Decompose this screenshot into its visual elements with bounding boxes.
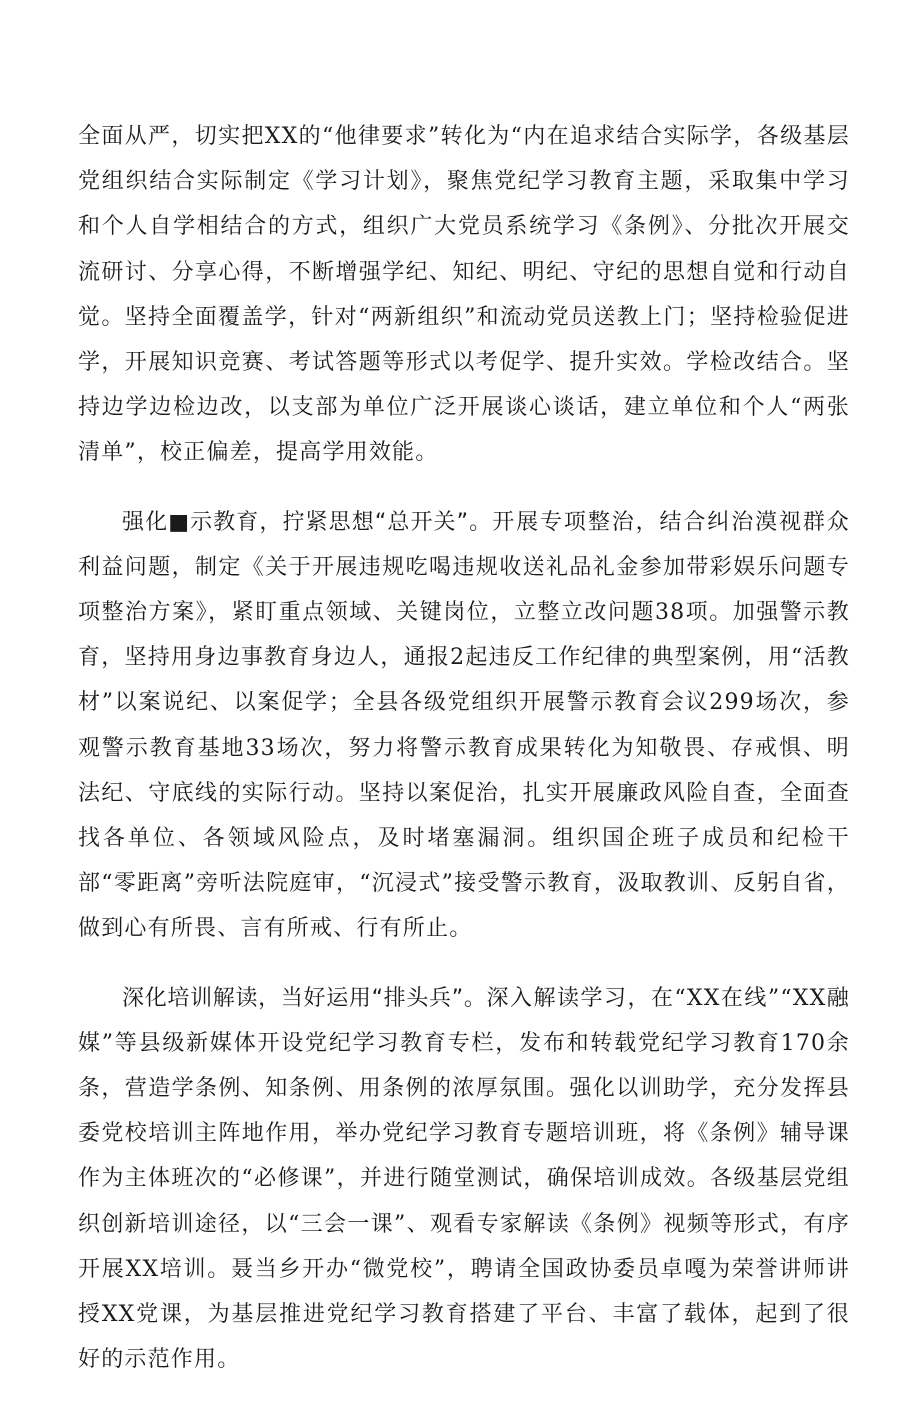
section-heading-training-interpretation: 深化培训解读，当好运用“排头兵”。 [122,985,487,1011]
paragraph-study-implementation [78,114,850,476]
section-heading-warning-education: 强化■示教育，拧紧思想“总开关”。 [122,509,493,535]
document-page [78,114,850,1406]
paragraph-body: 全面从严，切实把XX的“他律要求”转化为“内在追求结合实际学，各级基层党组织结合实际制定《学习计划》，聚焦党纪学习教育主题，采取集中学习和个人自学相结合的方式，组织广大党员系统学习《条例》、分批次开展交流研讨、分享心得，不断增强学纪、知纪、明纪、守纪的思想自觉和行动自觉。坚持全面覆盖学，针对“两新组织”和流动党员送教上门；坚持检验促进学，开展知识竞赛、考试答题等形式以考促学、提升实效。学检改结合。坚持边学边检边改，以支部为单位广泛开展谈心谈话，建立单位和个人“两张清单”，校正偏差，提高学用效能。 [78,124,850,466]
paragraph-body: 深入解读学习，在“XX在线”“XX融媒”等县级新媒体开设党纪学习教育专栏，发布和转载党纪学习教育170余条，营造学条例、知条例、用条例的浓厚氛围。强化以训助学，充分发挥县委党校培训主阵地作用，举办党纪学习教育专题培训班，将《条例》辅导课作为主体班次的“必修课”，并进行随堂测试，确保培训成效。各级基层党组织创新培训途径，以“三会一课”、观看专家解读《条例》视频等形式，有序开展XX培训。聂当乡开办“微党校”，聘请全国政协委员卓嘎为荣誉讲师讲授XX党课，为基层推进党纪学习教育搭建了平台、丰富了载体，起到了很好的示范作用。 [78,985,850,1373]
paragraph-warning-education [78,500,850,952]
paragraph-training-interpretation [78,976,850,1383]
paragraph-body: 开展专项整治，结合纠治漠视群众利益问题，制定《关于开展违规吃喝违规收送礼品礼金参加带彩娱乐问题专项整治方案》，紧盯重点领域、关键岗位，立整立改问题38项。加强警示教育，坚持用身边事教育身边人，通报2起违反工作纪律的典型案例，用“活教材”以案说纪、以案促学；全县各级党组织开展警示教育会议299场次，参观警示教育基地33场次，努力将警示教育成果转化为知敬畏、存戒惧、明法纪、守底线的实际行动。坚持以案促治，扎实开展廉政风险自查，全面查找各单位、各领域风险点，及时堵塞漏洞。组织国企班子成员和纪检干部“零距离”旁听法院庭审，“沉浸式”接受警示教育，汲取教训、反躬自省，做到心有所畏、言有所戒、行有所止。 [78,509,850,942]
